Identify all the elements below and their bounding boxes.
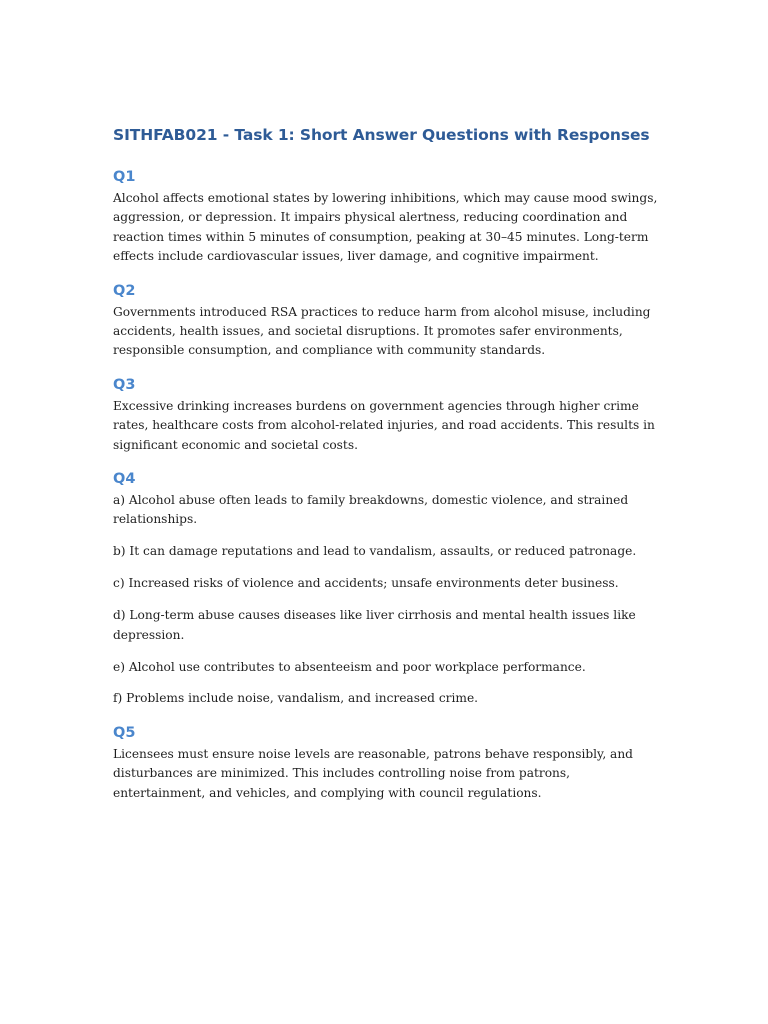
section-heading: Q4 — [113, 471, 136, 488]
list-item: a) Alcohol abuse often leads to family breakdowns, domestic violence, and strained relationships. — [113, 493, 629, 527]
section-heading: Q5 — [113, 724, 136, 741]
section-body: Alcohol affects emotional states by lowering inhibitions, which may cause mood swings, aggression, or depression. It impairs physical alertness, reducing coordination and reaction times within 5 minutes of consumption, peaking at 30–45 minutes. Long-term effects include cardiovascular issues, liver damage, and cognitive impairment. — [113, 191, 658, 264]
section-q2 — [113, 281, 658, 361]
section-body: Excessive drinking increases burdens on government agencies through higher crime rates, healthcare costs from alcohol-related injuries, and road accidents. This results in significant economic and societal costs. — [113, 398, 655, 452]
list-item: f) Problems include noise, vandalism, and increased crime. — [113, 691, 479, 706]
section-body: Governments introduced RSA practices to reduce harm from alcohol misuse, including accidents, health issues, and societal disruptions. It promotes safer environments, responsible consumption, and compliance with community standards. — [113, 304, 651, 358]
list-item: d) Long-term abuse causes diseases like liver cirrhosis and mental health issues like depression. — [113, 608, 636, 642]
section-heading: Q2 — [113, 282, 136, 299]
section-heading: Q3 — [113, 376, 136, 393]
section-heading: Q1 — [113, 169, 136, 185]
list-item: e) Alcohol use contributes to absenteeism and poor workplace performance. — [113, 659, 586, 674]
list-item: b) It can damage reputations and lead to vandalism, assaults, or reduced patronage. — [113, 544, 637, 559]
section-q1 — [113, 167, 658, 267]
section-q4 — [113, 469, 658, 709]
section-q3 — [113, 375, 658, 455]
sub-item-list — [113, 491, 658, 709]
list-item: c) Increased risks of violence and accidents; unsafe environments deter business. — [113, 576, 619, 591]
document-page — [113, 120, 658, 817]
section-body: Licensees must ensure noise levels are reasonable, patrons behave responsibly, and disturbances are minimized. This includes controlling noise from patrons, entertainment, and vehicles, and complying with council regulations. — [113, 746, 633, 800]
section-q5 — [113, 723, 658, 803]
document-title: SITHFAB021 - Task 1: Short Answer Questions with Responses — [113, 126, 650, 144]
